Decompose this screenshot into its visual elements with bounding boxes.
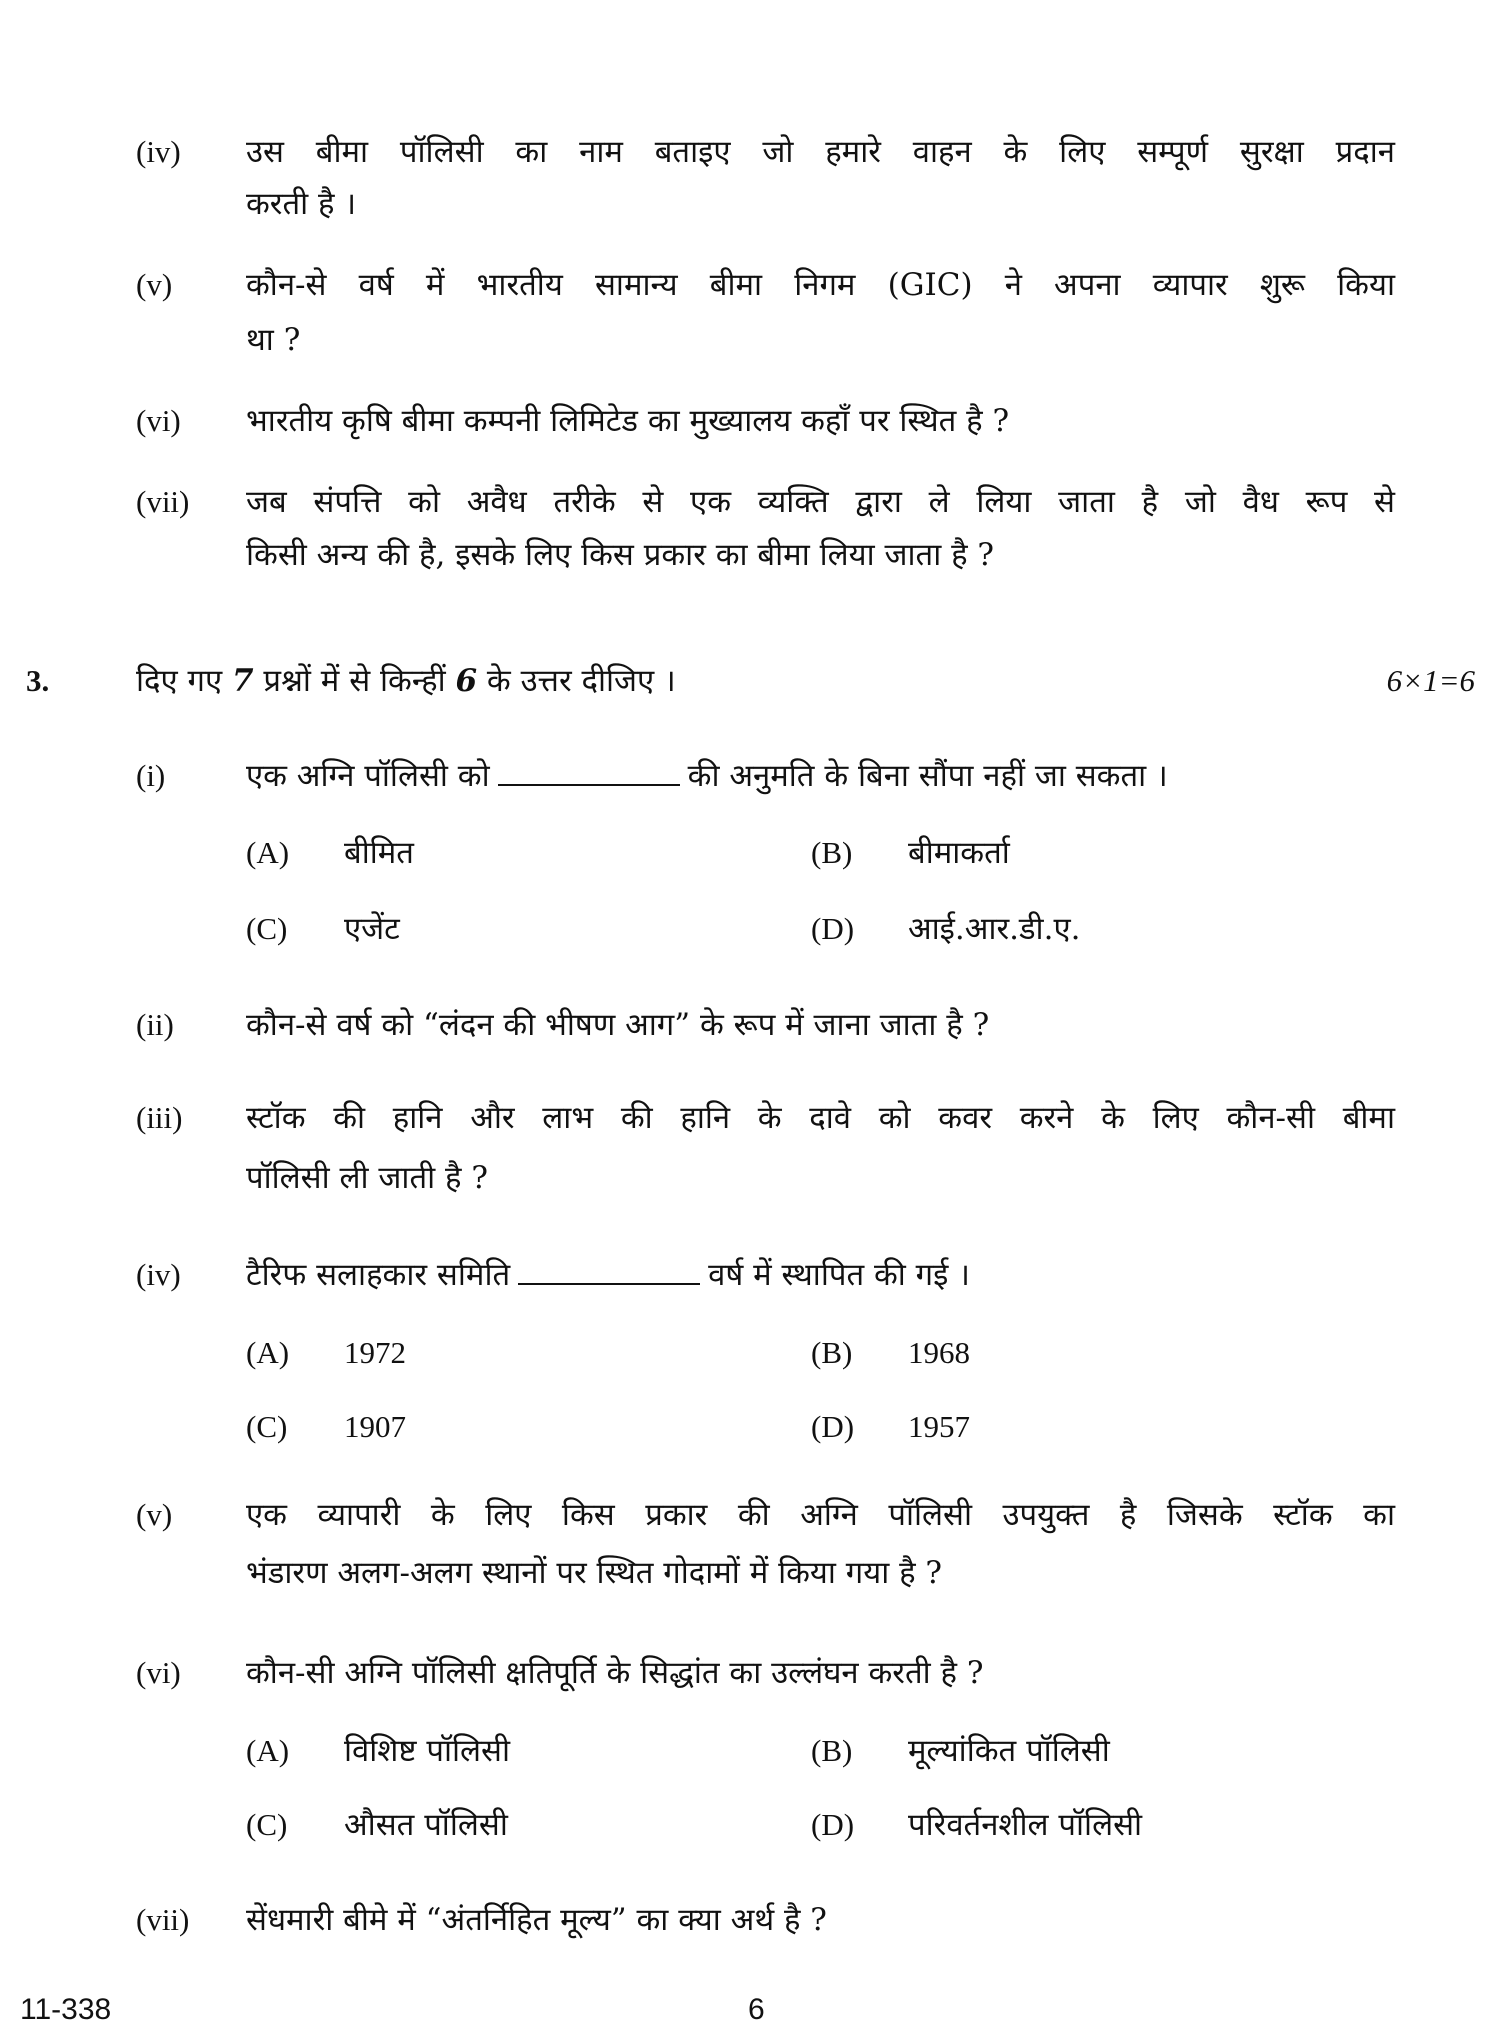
q3-marks: 6×1=6 — [1386, 663, 1475, 698]
q3-ii-number: (ii) — [136, 1007, 174, 1042]
q2-iv-number: (iv) — [136, 134, 181, 169]
q2-vii-text: किसी अन्य की है, इसके लिए किस प्रकार का बीमा लिया जाता है ? — [246, 537, 995, 573]
option-letter: (A) — [246, 1733, 290, 1768]
option-letter: (B) — [811, 1733, 853, 1768]
option-text: परिवर्तनशील पॉलिसी — [908, 1807, 1143, 1843]
q3-vi-number: (vi) — [136, 1655, 181, 1690]
option-text: बीमित — [344, 835, 414, 871]
option-letter: (D) — [811, 1409, 855, 1444]
option-letter: (D) — [811, 911, 855, 946]
q3-ii-text: कौन-से वर्ष को “लंदन की भीषण आग” के रूप में जाना जाता है ? — [246, 1007, 990, 1043]
q3-i-text: एक अग्नि पॉलिसी को की अनुमति के बिना सौंपा नहीं जा सकता । — [246, 758, 1168, 794]
option-text: 1957 — [908, 1409, 970, 1444]
q3-vii-text: सेंधमारी बीमे में “अंतर्निहित मूल्य” का क्या अर्थ है ? — [246, 1902, 827, 1938]
option-text: एजेंट — [344, 911, 400, 947]
q2-iv-text: करती है । — [246, 186, 357, 222]
q3-v-number: (v) — [136, 1497, 173, 1532]
q2-vi-number: (vi) — [136, 403, 181, 438]
option-letter: (D) — [811, 1807, 855, 1842]
q2-iv-text: उस बीमा पॉलिसी का नाम बताइए जो हमारे वाहन के लिए सम्पूर्ण सुरक्षा प्रदान — [246, 134, 1395, 170]
option-text: विशिष्ट पॉलिसी — [344, 1733, 511, 1769]
option-letter: (A) — [246, 1335, 290, 1370]
q2-v-number: (v) — [136, 267, 173, 302]
q2-v-text: था ? — [246, 322, 301, 358]
q3-vi-text: कौन-सी अग्नि पॉलिसी क्षतिपूर्ति के सिद्धांत का उल्लंघन करती है ? — [246, 1655, 984, 1691]
q2-vii-number: (vii) — [136, 484, 190, 519]
option-letter: (B) — [811, 835, 853, 870]
q3-iv-number: (iv) — [136, 1257, 181, 1292]
paper-code: 11-338 — [20, 1993, 112, 2026]
option-letter: (C) — [246, 911, 288, 946]
option-letter: (B) — [811, 1335, 853, 1370]
q2-vi-text: भारतीय कृषि बीमा कम्पनी लिमिटेड का मुख्यालय कहाँ पर स्थित है ? — [246, 403, 1010, 439]
option-text: 1972 — [344, 1335, 406, 1370]
q3-iv-text: टैरिफ सलाहकार समिति वर्ष में स्थापित की गई । — [246, 1257, 970, 1293]
option-text: बीमाकर्ता — [908, 835, 1010, 871]
q3-iii-number: (iii) — [136, 1100, 183, 1135]
q3-number: 3. — [26, 663, 50, 698]
option-text: आई.आर.डी.ए. — [908, 911, 1081, 947]
q3-i-number: (i) — [136, 758, 166, 793]
q3-iii-text: पॉलिसी ली जाती है ? — [246, 1160, 488, 1196]
page-number: 6 — [748, 1993, 765, 2026]
option-letter: (C) — [246, 1807, 288, 1842]
option-text: मूल्यांकित पॉलिसी — [908, 1733, 1110, 1769]
q2-v-text: कौन-से वर्ष में भारतीय सामान्य बीमा निगम (GIC) ने अपना व्यापार शुरू किया — [246, 267, 1395, 303]
option-letter: (C) — [246, 1409, 288, 1444]
q3-iii-text: स्टॉक की हानि और लाभ की हानि के दावे को कवर करने के लिए कौन-सी बीमा — [246, 1100, 1395, 1136]
q3-v-text: भंडारण अलग-अलग स्थानों पर स्थित गोदामों में किया गया है ? — [246, 1555, 943, 1591]
option-text: 1907 — [344, 1409, 406, 1444]
option-letter: (A) — [246, 835, 290, 870]
option-text: औसत पॉलिसी — [344, 1807, 508, 1843]
q3-instruction: दिए गए 7 प्रश्नों में से किन्हीं 6 के उत्तर दीजिए । — [136, 663, 676, 699]
answer-blank — [518, 1257, 700, 1285]
option-text: 1968 — [908, 1335, 970, 1370]
q3-vii-number: (vii) — [136, 1902, 190, 1937]
q3-v-text: एक व्यापारी के लिए किस प्रकार की अग्नि पॉलिसी उपयुक्त है जिसके स्टॉक का — [246, 1497, 1395, 1533]
q2-vii-text: जब संपत्ति को अवैध तरीके से एक व्यक्ति द्वारा ले लिया जाता है जो वैध रूप से — [246, 484, 1395, 520]
answer-blank — [498, 758, 680, 786]
